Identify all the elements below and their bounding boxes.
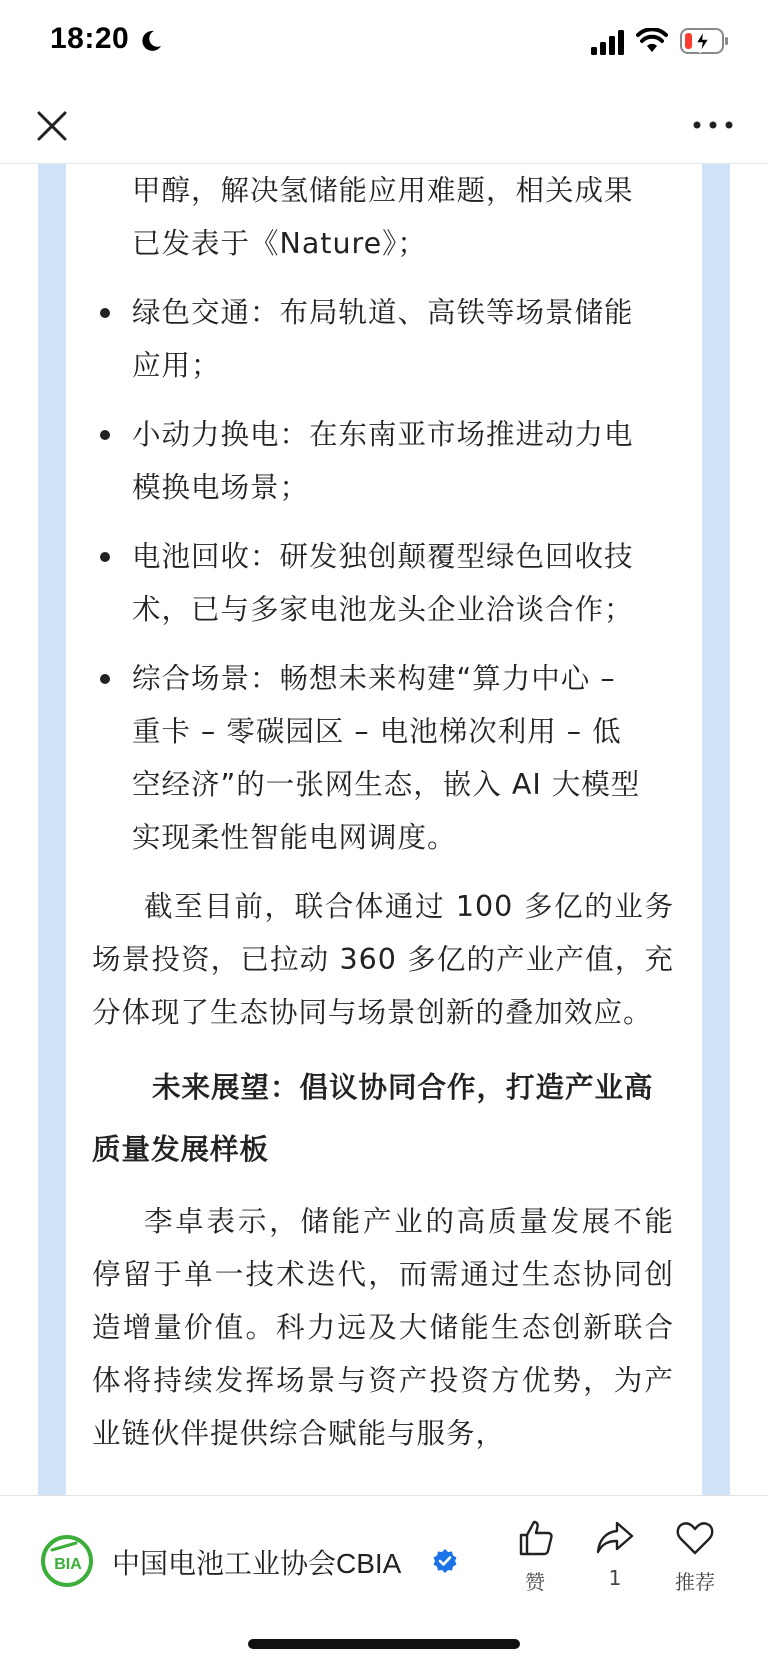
- moon-icon: [138, 28, 164, 54]
- text-line: 绿色交通：布局轨道、高铁等场景储能: [132, 296, 634, 329]
- paragraph: 李卓表示，储能产业的高质量发展不能停留于单一技术迭代，而需通过生态协同创造增量价值。科力远及大储能生态创新联合体将持续发挥场景与资产投资方优势，为产业链伙伴提供综合赋能与服务，: [92, 1205, 674, 1450]
- bullet-icon: [100, 430, 110, 440]
- text-line: 小动力换电：在东南亚市场推进动力电: [132, 418, 634, 451]
- recommend-button[interactable]: [660, 1518, 730, 1595]
- list-item: [92, 530, 674, 636]
- wifi-icon: [636, 28, 668, 54]
- like-label: 赞: [525, 1570, 545, 1594]
- text-line: 重卡 – 零碳园区 – 电池梯次利用 – 低: [132, 715, 622, 748]
- account-logo[interactable]: [40, 1534, 94, 1588]
- share-count: 1: [608, 1566, 622, 1590]
- status-bar: [0, 0, 768, 86]
- bullet-icon: [100, 308, 110, 318]
- list-item: [92, 286, 674, 392]
- status-time: 18:20: [50, 22, 130, 55]
- bullet-icon: [100, 552, 110, 562]
- section-heading: 未来展望：倡议协同合作，打造产业高质量发展样板: [92, 1071, 654, 1166]
- paragraph: 截至目前，联合体通过 100 多亿的业务场景投资，已拉动 360 多亿的产业产值，充分体现了生态协同与场景创新的叠加效应。: [92, 890, 674, 1029]
- bullet-icon: [100, 674, 110, 684]
- list-item: [92, 652, 674, 864]
- text-line: 应用；: [132, 349, 221, 382]
- heart-icon: [675, 1518, 715, 1558]
- account-name[interactable]: 中国电池工业协会CBIA: [112, 1548, 402, 1579]
- article-content: [92, 164, 674, 1478]
- home-indicator[interactable]: [248, 1639, 520, 1649]
- verified-badge-icon: [432, 1548, 458, 1574]
- text-line: 甲醇，解决氢储能应用难题，相关成果: [132, 174, 634, 207]
- text-line: 空经济”的一张网生态，嵌入 AI 大模型: [132, 768, 641, 801]
- nav-bar: [0, 86, 768, 164]
- share-button[interactable]: [580, 1518, 650, 1590]
- list-item: [92, 408, 674, 514]
- more-icon[interactable]: [688, 110, 738, 140]
- bottom-bar: [0, 1495, 768, 1663]
- text-line: 电池回收：研发独创颠覆型绿色回收技: [132, 540, 634, 573]
- recommend-label: 推荐: [675, 1570, 715, 1594]
- text-line: 已发表于《Nature》；: [132, 227, 427, 260]
- article-viewport[interactable]: [0, 164, 768, 1495]
- account-logo-text: BIA: [54, 1556, 82, 1573]
- text-line: 实现柔性智能电网调度。: [132, 821, 457, 854]
- close-icon[interactable]: [30, 104, 74, 148]
- text-line: 模换电场景；: [132, 471, 310, 504]
- signal-icon: [590, 30, 628, 56]
- bullet-list: [92, 286, 674, 864]
- battery-charging-icon: [680, 26, 730, 56]
- share-icon: [595, 1518, 635, 1558]
- like-button[interactable]: [500, 1518, 570, 1595]
- text-line: 综合场景：畅想未来构建“算力中心 –: [132, 662, 616, 695]
- continued-list-item: [92, 164, 674, 270]
- text-line: 术，已与多家电池龙头企业洽谈合作；: [132, 593, 634, 626]
- thumbs-up-icon: [515, 1518, 555, 1558]
